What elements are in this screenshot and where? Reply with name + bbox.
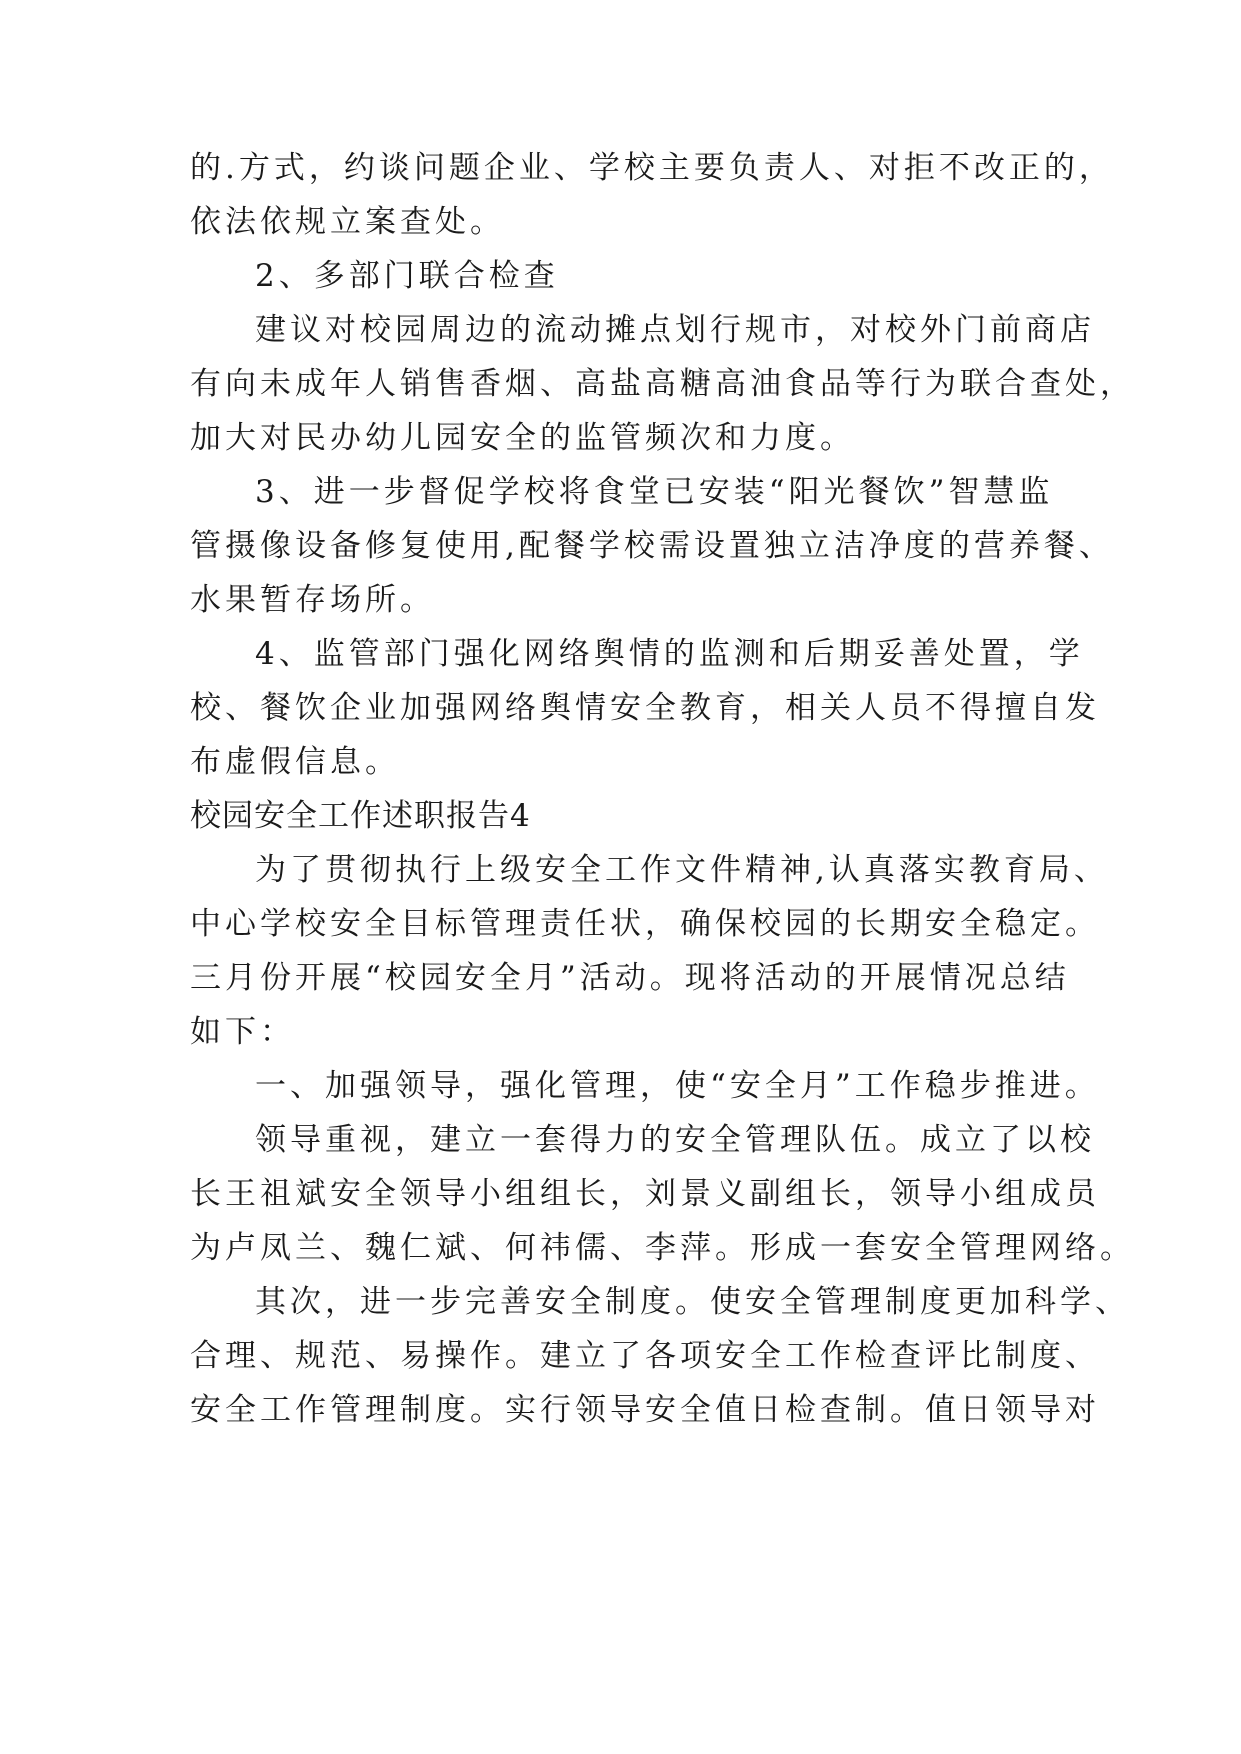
paragraph-line: 建议对校园周边的流动摊点划行规市，对校外门前商店 — [255, 312, 1095, 348]
paragraph-line: 水果暂存场所。 — [190, 582, 435, 618]
paragraph-line: 其次，进一步完善安全制度。使安全管理制度更加科学、 — [255, 1284, 1130, 1320]
paragraph-line: 有向未成年人销售香烟、高盐高糖高油食品等行为联合查处， — [190, 366, 1135, 402]
paragraph-line: 为了贯彻执行上级安全工作文件精神,认真落实教育局、 — [255, 852, 1109, 888]
paragraph-line: 布虚假信息。 — [190, 744, 400, 780]
paragraph-line: 3、进一步督促学校将食堂已安装“阳光餐饮”智慧监 — [255, 474, 1054, 510]
paragraph-line: 三月份开展“校园安全月”活动。现将活动的开展情况总结 — [190, 960, 1070, 996]
paragraph-line: 的.方式，约谈问题企业、学校主要负责人、对拒不改正的， — [190, 150, 1114, 186]
section-heading: 2、多部门联合检查 — [255, 258, 559, 294]
paragraph-line: 领导重视，建立一套得力的安全管理队伍。成立了以校 — [255, 1122, 1095, 1158]
paragraph-line: 安全工作管理制度。实行领导安全值日检查制。值日领导对 — [190, 1392, 1100, 1428]
paragraph-line: 为卢凤兰、魏仁斌、何祎儒、李萍。形成一套安全管理网络。 — [190, 1230, 1135, 1266]
paragraph-line: 管摄像设备修复使用,配餐学校需设置独立洁净度的营养餐、 — [190, 528, 1114, 564]
paragraph-line: 合理、规范、易操作。建立了各项安全工作检查评比制度、 — [190, 1338, 1100, 1374]
paragraph-line: 中心学校安全目标管理责任状，确保校园的长期安全稳定。 — [190, 906, 1100, 942]
section-heading: 一、加强领导，强化管理，使“安全月”工作稳步推进。 — [255, 1068, 1100, 1104]
report-title: 校园安全工作述职报告4 — [190, 798, 531, 834]
paragraph-line: 加大对民办幼儿园安全的监管频次和力度。 — [190, 420, 855, 456]
paragraph-line: 依法依规立案查处。 — [190, 204, 505, 240]
paragraph-line: 长王祖斌安全领导小组组长，刘景义副组长，领导小组成员 — [190, 1176, 1100, 1212]
paragraph-line: 校、餐饮企业加强网络舆情安全教育，相关人员不得擅自发 — [190, 690, 1100, 726]
paragraph-line: 如下： — [190, 1014, 295, 1050]
paragraph-line: 4、监管部门强化网络舆情的监测和后期妥善处置，学 — [255, 636, 1084, 672]
